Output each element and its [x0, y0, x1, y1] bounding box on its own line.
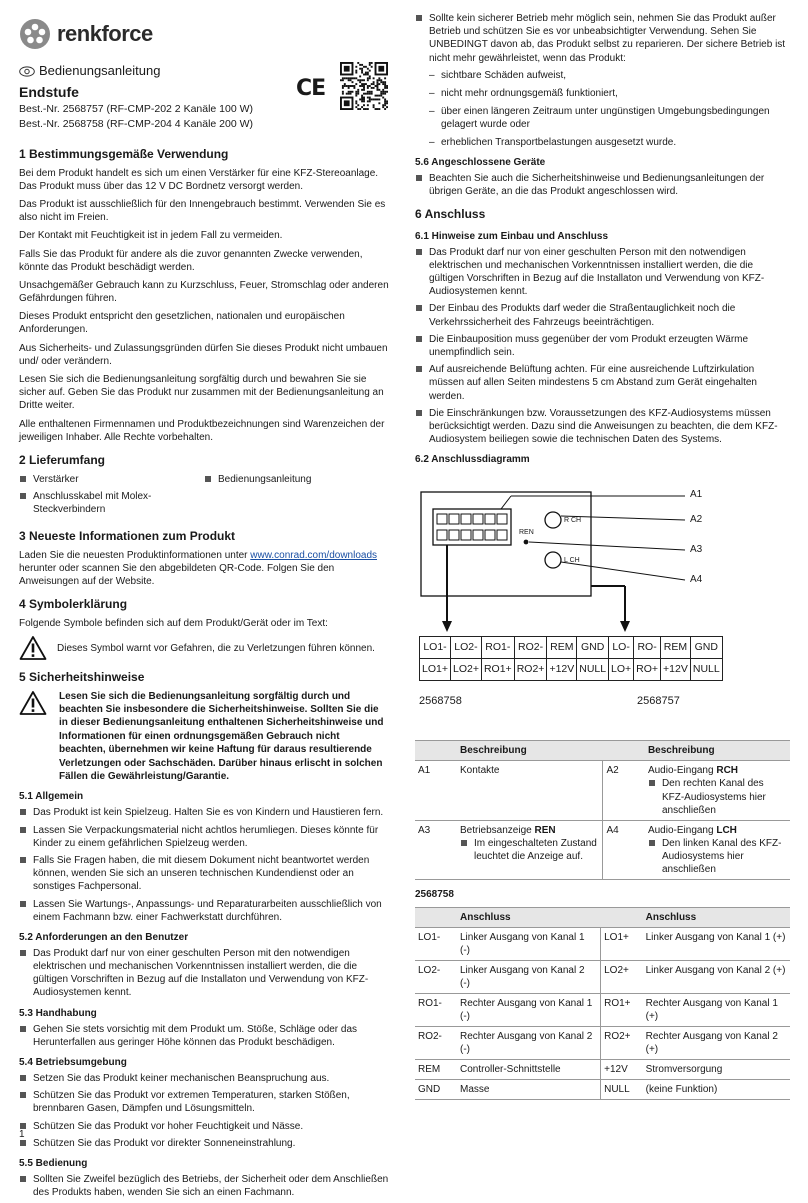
- qr-code-icon: [340, 62, 388, 110]
- connector-pin: GND: [577, 637, 609, 659]
- section-5-3-title: 5.3 Handhabung: [19, 1007, 97, 1019]
- downloads-link[interactable]: www.conrad.com/downloads: [250, 549, 378, 561]
- connector-pin: REM: [661, 637, 691, 659]
- section-1-body: [19, 167, 389, 444]
- safety-warning-text: Lesen Sie sich die Bedienungsanleitung sorgfältig durch und beachten Sie insbesondere die Sicherheitshinweise. Sollten Sie die in dieser Bedienungsanleitung enthaltenen Sicherheitshinweise und Informationen für einen ordnungsgemäßen Gebrauch nicht beachten, übernehmen wir keine Haftung für daraus resultierende Verletzungen oder Sachschäden. Darüber hinaus erlischt in solchen Fällen die Gewährleistung/Garantie.: [59, 690, 384, 782]
- connector-pin: NULL: [577, 659, 609, 681]
- warning-symbol-text: Dieses Symbol warnt vor Gefahren, die zu Verletzungen führen können.: [57, 642, 375, 654]
- section-1-title: 1 Bestimmungsgemäße Verwendung: [19, 147, 229, 161]
- renkforce-logo-icon: [19, 18, 51, 50]
- connector-pin: RO1+: [481, 659, 514, 681]
- paragraph: Der Kontakt mit Feuchtigkeit ist in jedem Fall zu vermeiden.: [19, 230, 283, 242]
- section-5-title: 5 Sicherheitshinweise: [19, 670, 145, 685]
- section-3-title: 3 Neueste Informationen zum Produkt: [19, 529, 236, 544]
- list-item: Sollten Sie Zweifel bezüglich des Betriebs, der Sicherheit oder dem Anschließen des Produkts haben, wenden Sie sich an einen Fachmann.: [19, 1173, 389, 1199]
- section-2-title: 2 Lieferumfang: [19, 452, 106, 467]
- list-item: Setzen Sie das Produkt keiner mechanischen Beanspruchung aus.: [19, 1072, 389, 1085]
- list-item: Sollte kein sicherer Betrieb mehr möglich sein, nehmen Sie das Produkt außer Betrieb und schützen Sie es vor unbeabsichtigter Verwendung. Sehen Sie UNBEDINGT davon ab, das Produkt selbst zu reparieren. Der sichere Betrieb ist nicht mehr gewährleistet, wenn das Produkt:: [415, 12, 790, 65]
- list-item: Das Produkt ist kein Spielzeug. Halten Sie es von Kindern und Haustieren fern.: [19, 806, 389, 819]
- section-6-title: 6 Anschluss: [415, 207, 486, 222]
- table-header: Anschluss: [643, 908, 790, 928]
- connector-pin: RO1-: [481, 637, 514, 659]
- paragraph: Lesen Sie sich die Bedienungsanleitung sorgfältig durch und bewahren Sie sie sicher auf. Geben Sie das Produkt nur zusammen mit der Bedienungsanleitung an Dritte weiter.: [19, 374, 384, 412]
- list-item: Die Einschränkungen bzw. Voraussetzungen des KFZ-Audiosystems müssen berücksichtigt werden. Dazu sind die Anweisungen zu beachten, die dem KFZ-Audiosystem beiliegen sowie die technischen Daten des Systems.: [415, 407, 790, 447]
- list-item: Lassen Sie Wartungs-, Anpassungs- und Reparaturarbeiten ausschließlich von einem Fachmann bzw. einer Fachwerkstatt durchführen.: [19, 898, 389, 924]
- list-item: Bedienungsanleitung: [204, 473, 389, 486]
- description-table: [415, 740, 790, 880]
- doc-type-label: Bedienungsanleitung: [39, 63, 161, 78]
- list-item: Lassen Sie Verpackungsmaterial nicht achtlos herumliegen. Dieses könnte für Kinder zu einem gefährlichen Spielzeug werden.: [19, 824, 389, 850]
- delivery-contents: [19, 473, 389, 521]
- connector-pin: LO1-: [420, 637, 451, 659]
- list-item: Anschlusskabel mit Molex-Steckverbindern: [19, 490, 204, 516]
- list-item: – über einen längeren Zeitraum unter ungünstigen Umgebungsbedingungen gelagert wurde oder: [431, 105, 790, 131]
- list-item: – sichtbare Schäden aufweist,: [431, 69, 790, 82]
- list-item: Schützen Sie das Produkt vor extremen Temperaturen, starken Stößen, brennbaren Gasen, Dämpfen und Lösungsmitteln.: [19, 1089, 389, 1115]
- connector-pin: REM: [547, 637, 577, 659]
- part-number-4ch: 2568758: [419, 695, 462, 708]
- section-6-2-title: 6.2 Anschlussdiagramm: [415, 454, 530, 466]
- connector-4ch: [419, 636, 609, 681]
- paragraph: Das Produkt ist ausschließlich für den Innengebrauch bestimmt. Verwenden Sie es also nicht im Freien.: [19, 198, 386, 224]
- list-item: Schützen Sie das Produkt vor direkter Sonneneinstrahlung.: [19, 1137, 389, 1150]
- section-4-intro: Folgende Symbole befinden sich auf dem Produkt/Gerät oder im Text:: [19, 617, 328, 629]
- list-item: Gehen Sie stets vorsichtig mit dem Produkt um. Stöße, Schläge oder das Herunterfallen aus geringer Höhe können das Produkt beschädigen.: [19, 1023, 389, 1049]
- eye-icon: [19, 66, 35, 77]
- paragraph: Unsachgemäßer Gebrauch kann zu Kurzschluss, Feuer, Stromschlag oder anderen Gefährdungen führen.: [19, 279, 389, 305]
- section-4-title: 4 Symbolerklärung: [19, 597, 128, 612]
- table-row: LO1- Linker Ausgang von Kanal 1 (-) LO1+ Linker Ausgang von Kanal 1 (+): [415, 928, 790, 961]
- section-6-1-title: 6.1 Hinweise zum Einbau und Anschluss: [415, 230, 609, 242]
- paragraph: Alle enthaltenen Firmennamen und Produktbezeichnungen sind Warenzeichen der jeweiligen Inhaber. Alle Rechte vorbehalten.: [19, 418, 385, 443]
- list-item: Das Produkt darf nur von einer geschulten Person mit den notwendigen elektrischen und mechanischen Vorkenntnissen installiert werden, die die gültigen Vorschriften in Bezug auf die Installaton und Verwendung von KFZ-Audiosystemen kennt.: [415, 246, 790, 299]
- paragraph: Falls Sie das Produkt für andere als die zuvor genannten Zwecke verwenden, könnte das Produkt beschädigt werden.: [19, 248, 363, 273]
- connector-pin: LO+: [609, 659, 634, 681]
- warning-triangle-icon: [19, 690, 47, 716]
- connector-pin: LO1+: [420, 659, 451, 681]
- connector-pin: LO-: [609, 637, 634, 659]
- connector-pin: LO2-: [450, 637, 481, 659]
- lch-label: L CH: [564, 557, 580, 565]
- warning-triangle-icon: [19, 635, 47, 661]
- table-row: REM Controller-Schnittstelle +12V Stromversorgung: [415, 1060, 790, 1080]
- list-item: Das Produkt darf nur von einer geschulten Person mit den notwendigen elektrischen und mechanischen Vorkenntnissen installiert werden, die die gültigen Vorschriften in Bezug auf die Installaton und Verwendung von KFZ-Audiosystemen kennt.: [19, 947, 389, 1000]
- section-5-4-title: 5.4 Betriebsumgebung: [19, 1057, 127, 1069]
- section-5-1-title: 5.1 Allgemein: [19, 791, 84, 803]
- list-item: Schützen Sie das Produkt vor hoher Feuchtigkeit und Nässe.: [19, 1120, 389, 1133]
- callout-a4: A4: [690, 574, 703, 586]
- section-5-5-title: 5.5 Bedienung: [19, 1157, 88, 1169]
- list-item: Falls Sie Fragen haben, die mit diesem Dokument nicht beantwortet werden können, wenden Sie sich an unseren technischen Kundendienst oder an sonstiges Fachpersonal.: [19, 854, 389, 894]
- ren-label: REN: [519, 529, 534, 537]
- table-row: GND Masse NULL (keine Funktion): [415, 1080, 790, 1100]
- list-item: Die Einbauposition muss gegenüber der vom Produkt erzeugten Wärme unempfindlich sein.: [415, 333, 790, 359]
- connection-diagram: [415, 476, 790, 716]
- safety-warning: [19, 690, 389, 784]
- connector-pin: GND: [690, 637, 722, 659]
- rch-label: R CH: [564, 517, 582, 525]
- brand-name: renkforce: [57, 20, 153, 46]
- doc-type: [19, 63, 160, 80]
- section-3-body: Laden Sie die neuesten Produktinformationen unter www.conrad.com/downloads herunter oder scannen Sie den abgebildeten QR-Code. Folgen Sie den Anweisungen auf der Website.: [19, 549, 378, 588]
- callout-a3: A3: [690, 544, 703, 556]
- symbol-explanation: [19, 635, 389, 661]
- connection-table: [415, 907, 790, 1100]
- page-number: 1: [19, 1129, 25, 1140]
- paragraph: Bei dem Produkt handelt es sich um einen Verstärker für eine KFZ-Stereoanlage. Das Produkt muss über das 12 V DC Bordnetz versorgt werden.: [19, 167, 379, 192]
- paragraph: Dieses Produkt entspricht den gesetzlichen, nationalen und europäischen Anforderungen.: [19, 311, 345, 336]
- list-item: Auf ausreichende Belüftung achten. Für eine ausreichende Luftzirkulation müssen auf allen Seiten mindestens 5 cm Abstand zum Gerät eingehalten werden.: [415, 363, 790, 403]
- product-title: Endstufe: [19, 84, 79, 100]
- list-item: – nicht mehr ordnungsgemäß funktioniert,: [431, 87, 790, 100]
- table-header: Anschluss: [457, 908, 601, 928]
- list-item: Verstärker: [19, 473, 204, 486]
- table-header: Beschreibung: [645, 741, 790, 761]
- list-item: Beachten Sie auch die Sicherheitshinweise und Bedienungsanleitungen der übrigen Geräte, an die das Produkt angeschlossen wird.: [415, 172, 790, 198]
- connection-table-caption: 2568758: [415, 889, 454, 901]
- callout-a2: A2: [690, 514, 703, 526]
- paragraph: Aus Sicherheits- und Zulassungsgründen dürfen Sie dieses Produkt nicht umbauen und/ oder verändern.: [19, 342, 388, 367]
- connector-pin: +12V: [661, 659, 691, 681]
- table-row: RO2- Rechter Ausgang von Kanal 2 (-) RO2+ Rechter Ausgang von Kanal 2 (+): [415, 1027, 790, 1060]
- connector-pin: RO2-: [514, 637, 547, 659]
- order-number-2: Best.-Nr. 2568758 (RF-CMP-204 4 Kanäle 200 W): [19, 118, 254, 130]
- ce-mark: CE: [296, 76, 326, 101]
- list-item: Der Einbau des Produkts darf weder die Straßentauglichkeit noch die Verkehrssicherheit des Fahrzeugs beeinträchtigen.: [415, 302, 790, 328]
- connector-pin: +12V: [547, 659, 577, 681]
- connector-pin: RO-: [634, 637, 661, 659]
- table-row: A1 Kontakte A2 Audio-Eingang RCH Den rechten Kanal des KFZ-Audiosystems hier anschließen: [415, 761, 790, 821]
- table-row: LO2- Linker Ausgang von Kanal 2 (-) LO2+ Linker Ausgang von Kanal 2 (+): [415, 961, 790, 994]
- list-item: – erheblichen Transportbelastungen ausgesetzt wurde.: [431, 136, 790, 149]
- brand-logo: [19, 18, 153, 50]
- connector-pin: RO+: [634, 659, 661, 681]
- table-row: RO1- Rechter Ausgang von Kanal 1 (-) RO1+ Rechter Ausgang von Kanal 1 (+): [415, 994, 790, 1027]
- connector-pin: RO2+: [514, 659, 547, 681]
- table-row: A3 Betriebsanzeige REN Im eingeschalteten Zustand leuchtet die Anzeige auf. A4 Audio-Eingang LCH Den linken Kanal des KFZ-Audiosystems hier anschließen: [415, 820, 790, 880]
- section-5-2-title: 5.2 Anforderungen an den Benutzer: [19, 931, 189, 943]
- connector-pin: NULL: [690, 659, 722, 681]
- part-number-2ch: 2568757: [637, 695, 680, 708]
- callout-a1: A1: [690, 489, 703, 501]
- connector-2ch: [608, 636, 723, 681]
- connector-pin: LO2+: [450, 659, 481, 681]
- table-header: Beschreibung: [457, 741, 603, 761]
- order-number-1: Best.-Nr. 2568757 (RF-CMP-202 2 Kanäle 100 W): [19, 103, 254, 115]
- section-5-6-title: 5.6 Angeschlossene Geräte: [415, 156, 546, 168]
